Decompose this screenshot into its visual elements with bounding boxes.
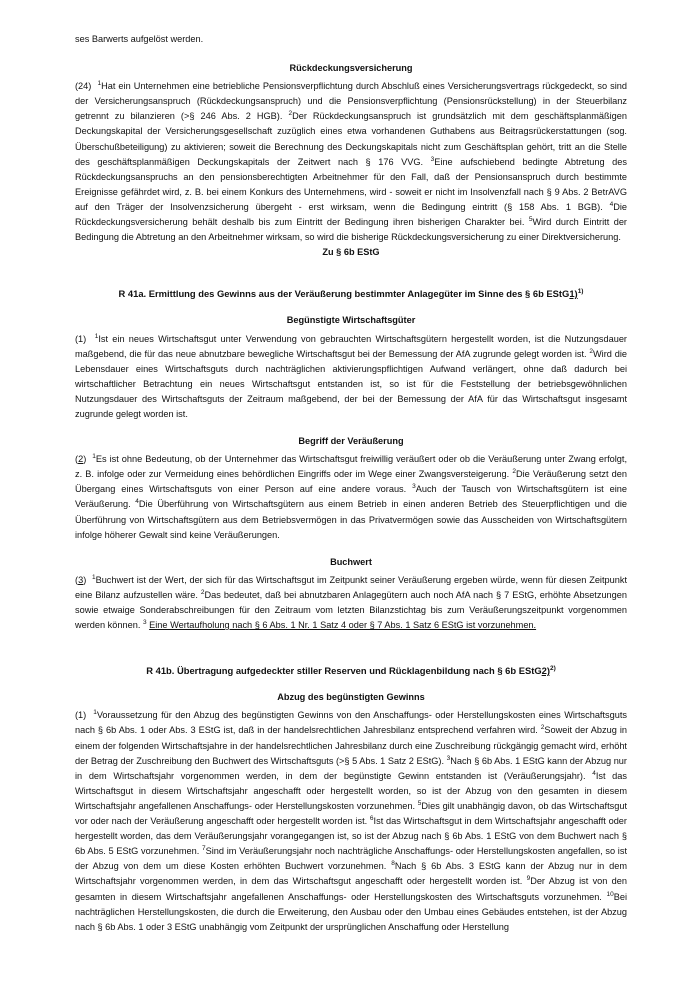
heading-zu-6b-estg: Zu § 6b EStG: [322, 247, 380, 258]
paragraph-24: [75, 79, 627, 245]
sentence: Nach § 6b Abs. 3 EStG kann der Abzug nur in dem Wirtschaftsjahr vorgenommen werden, in dem das Wirtschaftsgut angeschafft oder hergestellt worden ist.: [75, 861, 627, 887]
sentence-number: 10: [606, 890, 614, 898]
paragraph-number: (24): [75, 81, 92, 92]
paragraph-number-close: ): [83, 574, 87, 585]
sentence: Wird durch Eintritt der Bedingung die Abtretung an den Arbeitnehmer wirksam, so wird die bisherige Rückdeckungsversicherung zu einer Direktversicherung.: [75, 217, 627, 243]
sentence: Wird die Lebensdauer eines Wirtschaftsguts durch nachträglichen aktivierungspflichtigen Aufwand verlängert, ohne daß dadurch bei wirtschaftlicher Betrachtung ein neues Wirtschaftsgut entstanden ist, so ist für die Feststellung der betriebsgewöhnlichen Nutzungsdauer des Wirtschaftsguts der Zeitraum maßgebend, der bei der Bemessung der AfA für das Wirtschaftsgut insgesamt zugrunde gelegt worden ist.: [75, 348, 627, 419]
document-page: [75, 32, 627, 935]
sentence: Voraussetzung für den Abzug des begünstigten Gewinns von den Anschaffungs- oder Herstellungskosten eines Wirtschaftsguts nach § 6b Abs. 1 oder Abs. 3 EStG ist, daß in der handelsrechtlichen Jahresbilanz entsprechend verfahren wird.: [75, 710, 627, 736]
paragraph-r41b-1: [75, 708, 627, 934]
sentence: Die Rückdeckungsversicherung behält deshalb bis zum Eintritt der Bedingung ihren bisherigen Charakter bei.: [75, 201, 627, 228]
sentence-number: 2: [540, 724, 545, 732]
footnote-marker-2: 2): [549, 665, 556, 673]
footnote-marker-1: 1): [577, 288, 584, 296]
sentence-number: 2: [589, 347, 594, 355]
sentence-number: 1: [91, 573, 96, 581]
sentence-number: 1: [97, 80, 102, 88]
sentence-number: 2: [288, 110, 293, 118]
heading-begriff-der-veraeusserung: Begriff der Veräußerung: [298, 436, 404, 447]
sentence-number: 2: [512, 468, 516, 476]
heading-buchwert: Buchwert: [330, 556, 372, 567]
footnote-link-2[interactable]: 2): [541, 665, 550, 677]
sentence: Hat ein Unternehmen eine betriebliche Pensionsverpflichtung durch Abschluß eines Versicherungsvertrags rückgedeckt, so sind der Versicherungsanspruch (Rückdeckungsanspruch) und die Pensionsverpflichtung (Pensionsrückstellung) in der Steuerbilanz getrennt zu bilanzieren (>§ 246 Abs. 2 HGB).: [75, 81, 627, 122]
sentence-number: 8: [391, 860, 395, 868]
sentence-number: 5: [528, 216, 533, 224]
heading-r41a-text: R 41a. Ermittlung des Gewinns aus der Veräußerung bestimmter Anlagegüter im Sinne des § 6b EStG: [118, 288, 570, 300]
footnote-link-1[interactable]: 1): [569, 288, 578, 300]
sentence: Sind im Veräußerungsjahr noch nachträgliche Anschaffungs- oder Herstellungskosten angefallen, so ist der Abzug von dem um diese Kosten erhöhten Buchwert vorzunehmen.: [75, 846, 627, 872]
sentence-number: 6: [369, 815, 374, 823]
sentence: Der Abzug ist von den gesamten in diesem Wirtschaftsjahr angefallenen Anschaffungs- oder Herstellungskosten des Wirtschaftsguts vorzunehmen.: [75, 876, 627, 902]
sentence-number: 3: [446, 754, 451, 762]
sentence: Buchwert ist der Wert, der sich für das Wirtschaftsgut im Zeitpunkt seiner Veräußerung ergeben würde, wenn für diesen Zeitpunkt eine Bilanz aufzustellen wäre.: [75, 574, 627, 600]
sentence-number: 2: [200, 588, 205, 596]
paragraph-r41a-1: [75, 332, 627, 423]
sentence: Bei nachträglichen Herstellungskosten, die durch die Erweiterung, den Ausbau oder den Umbau eines Gebäudes entstehen, ist der Abzug nach § 6b Abs. 1 oder 3 EStG unabhängig vom Zeitpunkt der ursprünglichen Anschaffung oder Herstellung: [75, 891, 627, 932]
sentence-number: 3: [412, 483, 416, 491]
sentence: Es ist ohne Bedeutung, ob der Unternehmer das Wirtschaftsgut freiwillig veräußert oder ob die Veräußerung unter Zwang erfolgt, z. B. infolge oder zur Vermeidung eines behördlichen Eingriffs oder im Wege einer Zwangsversteigerung.: [75, 454, 627, 480]
sentence: Auch der Tausch von Wirtschaftsgütern ist eine Veräußerung.: [75, 484, 627, 510]
sentence: Das bedeutet, daß bei abnutzbaren Anlagegütern auch noch AfA nach § 7 EStG, erhöhte Absetzungen sowie etwaige Sonderabschreibungen für den Zeitraum vom letzten Bilanzstichtag bis zum Veräußerungszeitpunkt vorgenommen werden können.: [75, 589, 627, 631]
sentence-number: 5: [417, 799, 422, 807]
sentence-number: 4: [135, 498, 139, 506]
paragraph-r41a-2: [75, 452, 627, 543]
continuation-text: ses Barwerts aufgelöst werden.: [75, 34, 204, 44]
sentence: Dies gilt unabhängig davon, ob das Wirtschaftsgut vor oder nach der Veräußerung angeschafft oder hergestellt worden ist.: [75, 800, 627, 827]
sentence: Die Überführung von Wirtschaftsgütern aus einem Betrieb in einen anderen Betrieb des Steuerpflichtigen und die Überführung von Wirtschaftsgütern aus dem Betriebsvermögen in das Privatvermögen sowie das Ausscheiden von Wirtschaftsgütern infolge höherer Gewalt sind keine Veräußerungen.: [75, 499, 627, 540]
sentence: Eine aufschiebend bedingte Abtretung des Rückdeckungsanspruchs an den pensionsberechtigten Arbeitnehmer für den Fall, daß der Pensionsanspruch durch bestimmte Ereignisse gefährdet wird, z. B. bei einem Konkurs des Unternehmens, wird - soweit er nicht im Insolvenzfall nach § 9 Abs. 2 BetrAVG auf den Träger der Insolvenzsicherung übergeht - erst wirksam, wenn die Bedingung eintritt (§ 158 Abs. 1 BGB).: [75, 156, 627, 212]
sentence-number: 4: [592, 769, 596, 777]
heading-rueckdeckungsversicherung: Rückdeckungsversicherung: [289, 63, 413, 74]
paragraph-number: (1): [75, 710, 87, 721]
paragraph-number-close: ): [83, 454, 87, 465]
sentence-number: 1: [93, 709, 97, 717]
paragraph-number-open: (: [75, 454, 79, 465]
sentence-number: 3: [142, 619, 147, 627]
sentence: Die Veräußerung setzt den Übergang eines Wirtschaftsguts von einer Person auf eine andere voraus.: [75, 469, 627, 495]
paragraph-number-link[interactable]: 2: [78, 454, 84, 465]
heading-r41b-text: R 41b. Übertragung aufgedeckter stiller Reserven und Rücklagenbildung nach § 6b EStG: [146, 665, 542, 677]
sentence: Nach § 6b Abs. 1 EStG kann der Abzug nur in dem Wirtschaftsjahr vorgenommen werden, in dem der begünstigte Gewinn entstanden ist (Veräußerungsjahr).: [75, 755, 627, 781]
sentence-number: 1: [92, 453, 96, 461]
heading-r41b: [75, 663, 627, 678]
sentence-number: 7: [202, 845, 206, 853]
paragraph-r41a-3: [75, 573, 627, 633]
heading-abzug-des-beguenstigten-gewinns: Abzug des begünstigten Gewinns: [277, 692, 425, 703]
paragraph-number: (1): [75, 333, 87, 344]
heading-r41a: [75, 286, 627, 301]
sentence-number: 1: [94, 332, 99, 340]
sentence: Ist ein neues Wirtschaftsgut unter Verwendung von gebrauchten Wirtschaftsgütern hergestellt worden, ist die Nutzungsdauer maßgebend, die für das neue abnutzbare bewegliche Wirtschaftsgut bei der Bemessung der AfA zugrunde gelegt worden ist.: [75, 333, 627, 359]
sentence: Soweit der Abzug in einem der folgenden Wirtschaftsjahre in der handelsrechtlichen Jahresbilanz durch eine Zuschreibung rückgängig gemacht wird, erhöht der Betrag der Zuschreibung den Buchwert des Wirtschaftsguts (>§ 5 Abs. 1 Satz 2 EStG).: [75, 725, 627, 766]
paragraph-number-link[interactable]: 3: [78, 574, 84, 585]
sentence: Ist das Wirtschaftsgut in diesem Wirtschaftsjahr angeschafft oder hergestellt worden, so ist der Abzug von den gesamten in diesem Wirtschaftsjahr angefallenen Anschaffungs- oder Herstellungskosten vorzunehmen.: [75, 770, 627, 811]
sentence: Ist das Wirtschaftsgut in dem Wirtschaftsjahr angeschafft oder hergestellt worden, das dem Veräußerungsjahr vorangegangen ist, so ist der Abzug nach § 6b Abs. 1 EStG von dem Buchwert nach § 6b Abs. 5 EStG vorzunehmen.: [75, 816, 627, 857]
heading-beguenstigte-wirtschaftsgueter: Begünstigte Wirtschaftsgüter: [286, 315, 416, 326]
paragraph-number-open: (: [75, 574, 79, 585]
sentence-number: 4: [609, 200, 614, 208]
sentence-number: 9: [526, 875, 531, 883]
sentence-number: 3: [430, 155, 435, 163]
sentence: Der Rückdeckungsanspruch ist grundsätzlich mit dem geschäftsplanmäßigen Deckungskapital der Versicherungsgesellschaft zuzüglich eines etwa vorhandenen Guthabens aus Beitragsrückerstattungen (sog. Überschußbeteiligung) zu aktivieren; soweit die Berechnung des Deckungskapitals nicht zum Geschäftsplan gehört, tritt an die Stelle des geschäftsplanmäßigen Deckungskapitals der Zeitwert nach § 176 VVG.: [75, 111, 627, 167]
sentence-inserted-text: Eine Wertaufholung nach § 6 Abs. 1 Nr. 1 Satz 4 oder § 7 Abs. 1 Satz 6 EStG ist vorzunehmen.: [149, 620, 537, 631]
